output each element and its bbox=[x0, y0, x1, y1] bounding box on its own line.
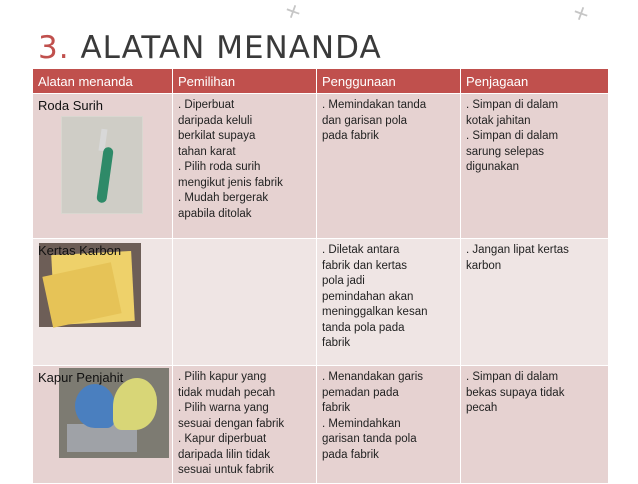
cell-penjagaan: . Simpan di dalam kotak jahitan . Simpan di dalam sarung selepas digunakan bbox=[461, 94, 609, 239]
cell-pemilihan bbox=[173, 239, 317, 366]
header-penjagaan: Penjagaan bbox=[461, 69, 609, 94]
cell-tool bbox=[33, 366, 173, 484]
page-title bbox=[38, 30, 382, 66]
header-pemilihan: Pemilihan bbox=[173, 69, 317, 94]
tracing-wheel-image bbox=[61, 116, 143, 214]
cell-penggunaan: . Menandakan garis pemadan pada fabrik . Memindahkan garisan tanda pola pada fabrik bbox=[317, 366, 461, 484]
cell-tool bbox=[33, 239, 173, 366]
cell-pemilihan: . Pilih kapur yang tidak mudah pecah . Pilih warna yang sesuai dengan fabrik . Kapur diperbuat daripada lilin tidak sesuai untuk fabrik bbox=[173, 366, 317, 484]
tool-name: Kertas Karbon bbox=[38, 243, 122, 258]
title-number: 3. bbox=[38, 30, 70, 66]
table-row bbox=[33, 366, 609, 484]
tools-table bbox=[32, 68, 609, 484]
decor-mark-1: ✕ bbox=[282, 0, 305, 25]
table-row bbox=[33, 94, 609, 239]
cell-penggunaan: . Diletak antara fabrik dan kertas pola jadi pemindahan akan meninggalkan kesan tanda pola pada fabrik bbox=[317, 239, 461, 366]
tool-name: Roda Surih bbox=[38, 98, 104, 113]
cell-penjagaan: . Jangan lipat kertas karbon bbox=[461, 239, 609, 366]
table-header-row bbox=[33, 69, 609, 94]
title-text: ALATAN MENANDA bbox=[80, 30, 382, 66]
tool-name: Kapur Penjahit bbox=[38, 370, 124, 385]
cell-tool bbox=[33, 94, 173, 239]
header-alatan: Alatan menanda bbox=[33, 69, 173, 94]
cell-penggunaan: . Memindakan tanda dan garisan pola pada fabrik bbox=[317, 94, 461, 239]
cell-penjagaan: . Simpan di dalam bekas supaya tidak pecah bbox=[461, 366, 609, 484]
header-penggunaan: Penggunaan bbox=[317, 69, 461, 94]
cell-pemilihan: . Diperbuat daripada keluli berkilat supaya tahan karat . Pilih roda surih mengikut jenis fabrik . Mudah bergerak apabila ditolak bbox=[173, 94, 317, 239]
table-row bbox=[33, 239, 609, 366]
decor-mark-2: ✕ bbox=[570, 1, 593, 27]
